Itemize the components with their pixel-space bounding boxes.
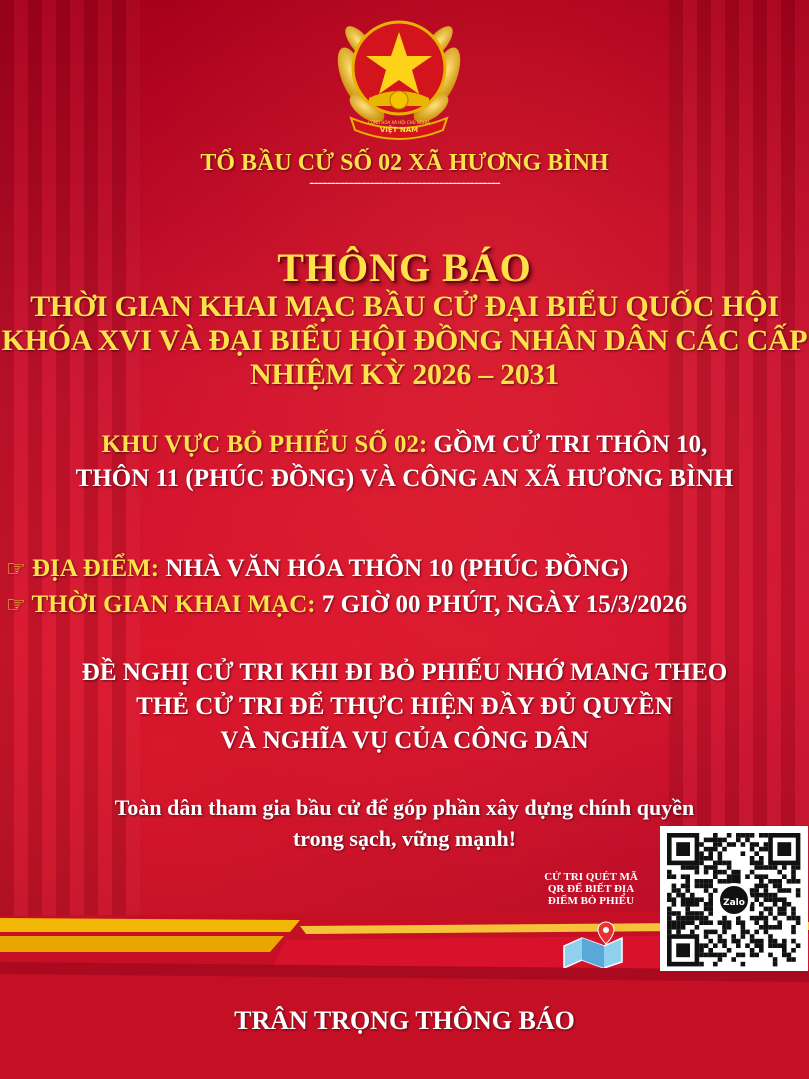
qr-instruction-line-1: CỬ TRI QUÉT MÃ xyxy=(544,871,638,883)
emblem-country-text: VIỆT NAM xyxy=(379,126,419,134)
qr-instruction xyxy=(535,871,647,907)
opening-time-label: THỜI GIAN KHAI MẠC: xyxy=(31,591,316,618)
map-pin-icon xyxy=(560,916,626,968)
qr-code[interactable] xyxy=(660,826,808,971)
qr-instruction-line-3: ĐIỂM BỎ PHIẾU xyxy=(547,895,635,907)
location-row xyxy=(6,553,628,586)
emblem-ribbon-text: CỘNG HÒA XÃ HỘI CHỦ NGHĨA xyxy=(368,120,430,125)
location-value: NHÀ VĂN HÓA THÔN 10 (PHÚC ĐỒNG) xyxy=(159,555,629,582)
voting-area-label: KHU VỰC BỎ PHIẾU SỐ 02: xyxy=(101,431,428,458)
pointing-hand-icon: ☞ xyxy=(6,557,26,582)
location-label: ĐỊA ĐIỂM: xyxy=(31,555,160,582)
slogan-line-2: trong sạch, vững mạnh! xyxy=(292,826,517,851)
notice-subtitle-line-2: KHÓA XVI VÀ ĐẠI BIỂU HỘI ĐỒNG NHÂN DÂN CÁC CẤP xyxy=(1,324,808,357)
voting-area-line-2: THÔN 11 (PHÚC ĐỒNG) VÀ CÔNG AN XÃ HƯƠNG BÌNH xyxy=(75,465,734,492)
qr-instruction-line-2: QR ĐỂ BIẾT ĐỊA xyxy=(547,883,635,895)
appeal-line-3: VÀ NGHĨA VỤ CỦA CÔNG DÂN xyxy=(220,727,589,754)
appeal-line-1: ĐỀ NGHỊ CỬ TRI KHI ĐI BỎ PHIẾU NHỚ MANG THEO xyxy=(81,659,728,686)
organization-name: TỔ BẦU CỬ SỐ 02 XÃ HƯƠNG BÌNH xyxy=(200,150,609,176)
header-divider: -------------------------------------------- xyxy=(309,174,500,191)
opening-time-row xyxy=(6,589,687,622)
voting-area-line-1 xyxy=(0,428,809,462)
slogan-line-1: Toàn dân tham gia bầu cử để góp phần xây dựng chính quyền xyxy=(114,795,695,820)
opening-time-value: 7 GIỜ 00 PHÚT, NGÀY 15/3/2026 xyxy=(315,591,688,618)
zalo-logo-icon: Zalo xyxy=(717,883,751,917)
pointing-hand-icon: ☞ xyxy=(6,593,26,618)
closing-text: TRÂN TRỌNG THÔNG BÁO xyxy=(234,1006,575,1035)
national-emblem-icon xyxy=(331,6,467,146)
notice-title: THÔNG BÁO xyxy=(277,245,532,290)
appeal-line-2: THẺ CỬ TRI ĐỂ THỰC HIỆN ĐẦY ĐỦ QUYỀN xyxy=(136,693,673,720)
notice-subtitle-line-3: NHIỆM KỲ 2026 – 2031 xyxy=(249,358,559,391)
notice-subtitle-line-1: THỜI GIAN KHAI MẠC BẦU CỬ ĐẠI BIỂU QUỐC HỘI xyxy=(30,290,779,323)
voting-area-value-1: GỒM CỬ TRI THÔN 10, xyxy=(427,431,708,458)
